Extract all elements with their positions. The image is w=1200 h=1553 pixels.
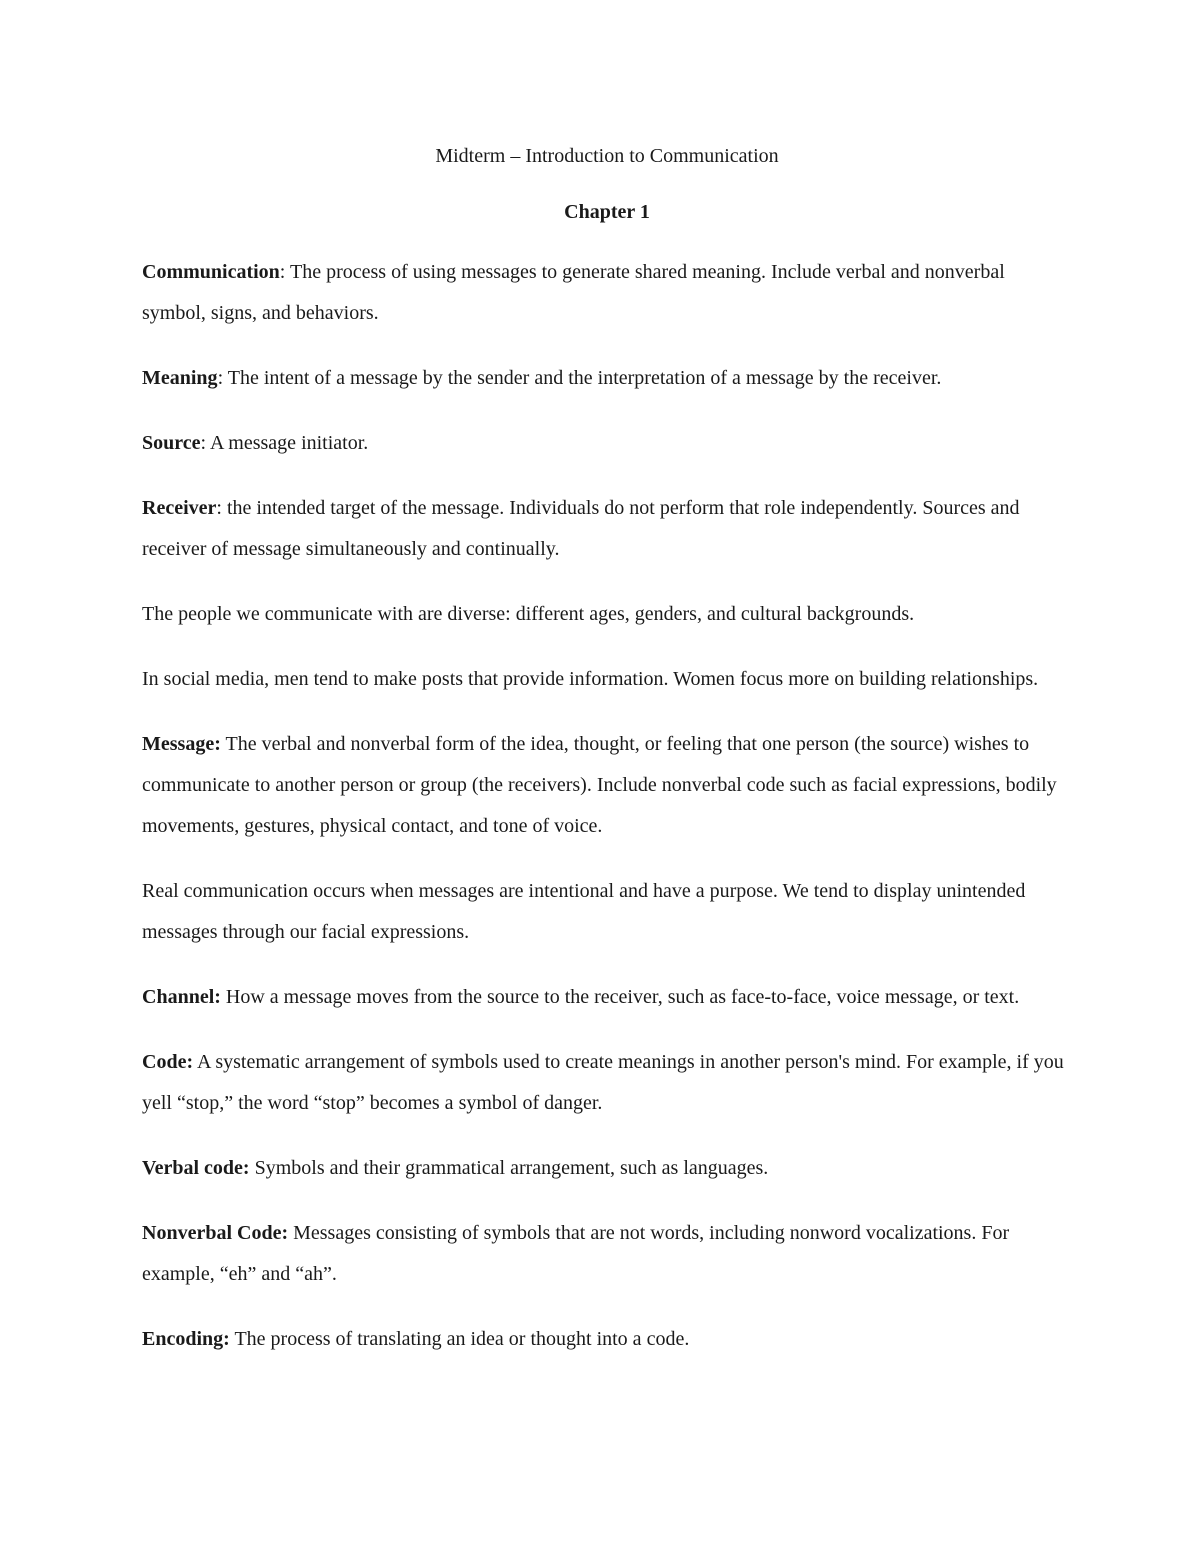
term-label: Channel: [142,986,221,1008]
paragraph-text: In social media, men tend to make posts that provide information. Women focus more on building relationships. [142,668,1039,690]
definition-message [142,724,1072,847]
definition-meaning [142,358,1072,399]
definition-source [142,423,1072,464]
term-label: Source [142,432,201,454]
paragraph-real-communication [142,871,1072,953]
definition-text: A systematic arrangement of symbols used to create meanings in another person's mind. For example, if you yell “stop,” the word “stop” becomes a symbol of danger. [142,1051,1064,1114]
definition-code [142,1042,1072,1124]
term-separator: : [216,497,227,519]
term-label: Message: [142,733,221,755]
document-body [142,140,1072,1360]
term-label: Nonverbal Code: [142,1222,289,1244]
document-title: Midterm – Introduction to Communication [435,145,779,167]
definition-receiver [142,488,1072,570]
paragraph-diversity [142,594,1072,635]
definition-nonverbal-code [142,1213,1072,1295]
definition-text: How a message moves from the source to the receiver, such as face-to-face, voice message, or text. [225,986,1020,1008]
definition-text: The process of using messages to generate shared meaning. Include verbal and nonverbal symbol, signs, and behaviors. [142,261,1005,324]
term-label: Code: [142,1051,194,1073]
definition-channel [142,977,1072,1018]
definition-text: A message initiator. [209,432,369,454]
term-label: Meaning [142,367,218,389]
term-label: Communication [142,261,280,283]
paragraph-text: The people we communicate with are diverse: different ages, genders, and cultural backgrounds. [142,603,915,625]
term-label: Verbal code: [142,1157,250,1179]
paragraph-text: Real communication occurs when messages are intentional and have a purpose. We tend to display unintended messages through our facial expressions. [142,880,1026,943]
definition-encoding [142,1319,1072,1360]
term-label: Receiver [142,497,217,519]
paragraph-social-media [142,659,1072,700]
term-label: Encoding: [142,1328,230,1350]
definition-text: The process of translating an idea or thought into a code. [234,1328,690,1350]
term-separator: : [200,432,210,454]
term-separator: : [217,367,228,389]
definition-text: The verbal and nonverbal form of the idea, thought, or feeling that one person (the source) wishes to communicate to another person or group (the receivers). Include nonverbal code such as facial expressions, bodily movements, gestures, physical contact, and tone of voice. [142,733,1057,837]
definition-verbal-code [142,1148,1072,1189]
definition-text: The intent of a message by the sender and the interpretation of a message by the receiver. [227,367,942,389]
chapter-heading: Chapter 1 [564,201,650,223]
definition-text: Symbols and their grammatical arrangement, such as languages. [254,1157,769,1179]
definition-text: the intended target of the message. Individuals do not perform that role independently. Sources and receiver of message simultaneously and continually. [142,497,1020,560]
definition-text: Messages consisting of symbols that are not words, including nonword vocalizations. For example, “eh” and “ah”. [142,1222,1010,1285]
definition-communication [142,252,1072,334]
term-separator: : [279,261,290,283]
